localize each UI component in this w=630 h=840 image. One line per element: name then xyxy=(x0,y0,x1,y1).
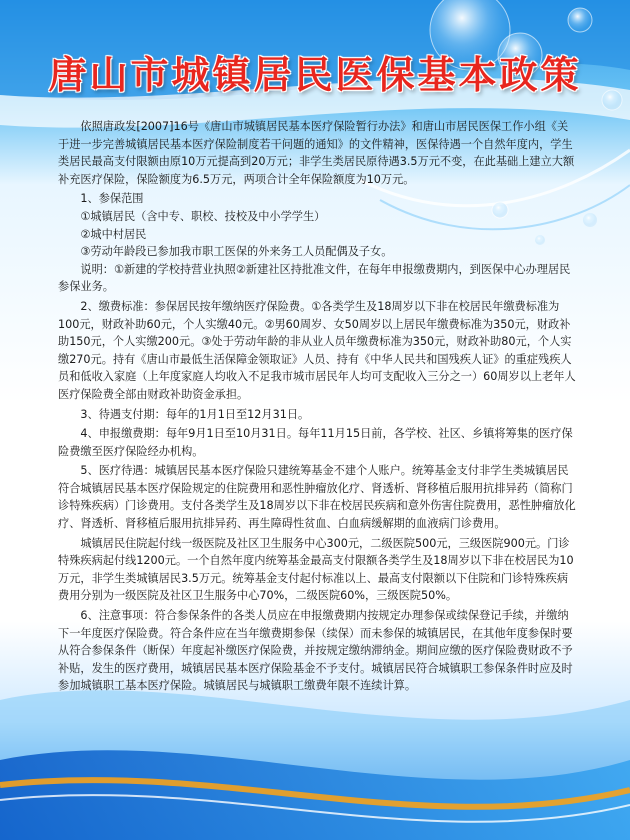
section-3-paragraph: 3、待遇支付期：每年的1月1日至12月31日。 xyxy=(80,407,310,421)
page-title: 唐山市城镇居民医保基本政策 xyxy=(48,53,582,97)
section-4-paragraph: 4、申报缴费期：每年9月1日至10月31日。每年11月15日前，各学校、社区、乡镇将筹集的医疗保险费缴至医疗保险经办机构。 xyxy=(58,427,573,458)
section-2-paragraph: 2、缴费标准：参保居民按年缴纳医疗保险费。①各类学生及18周岁以下非在校居民年缴费标准为100元，财政补助60元，个人实缴40元。②男60周岁、女50周岁以上居民年缴费标准为350元，财政补助150元，个人实缴200元。③处于劳动年龄的非从业人员年缴费标准为350元，财政补助80元，个人实缴270元。持有《唐山市最低生活保障金领取证》人员、持有《中华人民共和国残疾人证》的重症残疾人员和低收入家庭（上年度家庭人均收入不足我市城市居民年人均可支配收入三分之一）60周岁以上老年人医疗保险费全部由财政补助资金承担。 xyxy=(58,299,576,401)
policy-body xyxy=(58,118,578,695)
section-5-paragraph: 5、医疗待遇：城镇居民基本医疗保险只建统筹基金不建个人账户。统筹基金支付非学生类城镇居民符合城镇居民基本医疗保险规定的住院费用和恶性肿瘤放化疗、肾透析、肾移植后服用抗排异药（简称门诊特殊疾病）门诊费用。支付各类学生及18周岁以下非在校居民疾病和意外伤害住院费用，恶性肿瘤放化疗、肾透析、肾移植后服用抗排异药、再生障碍性贫血、白血病缓解期的血液病门诊费用。 xyxy=(58,464,576,531)
scope-note: 说明：①新建的学校持营业执照②新建社区持批准文件，在每年申报缴费期内，到医保中心办理居民参保业务。 xyxy=(58,262,571,294)
section-6-paragraph: 6、注意事项：符合参保条件的各类人员应在申报缴费期内按规定办理参保或续保登记手续，并缴纳下一年度医疗保险费。符合条件应在当年缴费期参保（续保）而未参保的城镇居民，在其他年度参保时要从符合参保条件（断保）年度起补缴医疗保险费，并按规定缴纳滞纳金。期间应缴的医疗保险费财政不予补贴，发生的医疗费用，城镇居民基本医疗保险基金不予支付。城镇居民符合城镇职工参保条件时应及时参加城镇职工基本医疗保险。城镇居民与城镇职工缴费年限不连续计算。 xyxy=(58,609,573,693)
scope-item-3: ③劳动年龄段已参加我市职工医保的外来务工人员配偶及子女。 xyxy=(80,245,393,259)
section-1-heading: 1、参保范围 xyxy=(80,192,144,206)
scope-item-2: ②城中村居民 xyxy=(80,227,147,241)
intro-paragraph: 依照唐政发[2007]16号《唐山市城镇居民基本医疗保险暂行办法》和唐山市居民医保工作小组《关于进一步完善城镇居民基本医疗保险制度若干问题的通知》的文件精神，医保待遇一个自然年度内，学生类居民最高支付限额由原10万元提高到20万元；非学生类居民原待遇3.5万元不变，在此基础上建立大额补充医疗保险，保险额度为6.5万元，两项合计全年保险额度为10万元。 xyxy=(58,120,575,186)
scope-item-1: ①城镇居民（含中专、职校、技校及中小学学生） xyxy=(80,209,326,223)
hospital-threshold-paragraph: 城镇居民住院起付线一级医院及社区卫生服务中心300元，二级医院500元，三级医院900元。门诊特殊疾病起付线1200元。一个自然年度内统筹基金最高支付限额各类学生及18周岁以下非在校居民为10万元，非学生类城镇居民3.5万元。统筹基金支付起付标准以上、最高支付限额以下住院和门诊特殊疾病费用分别为一级医院及社区卫生服务中心70%，二级医院60%，三级医院50%。 xyxy=(58,536,574,603)
